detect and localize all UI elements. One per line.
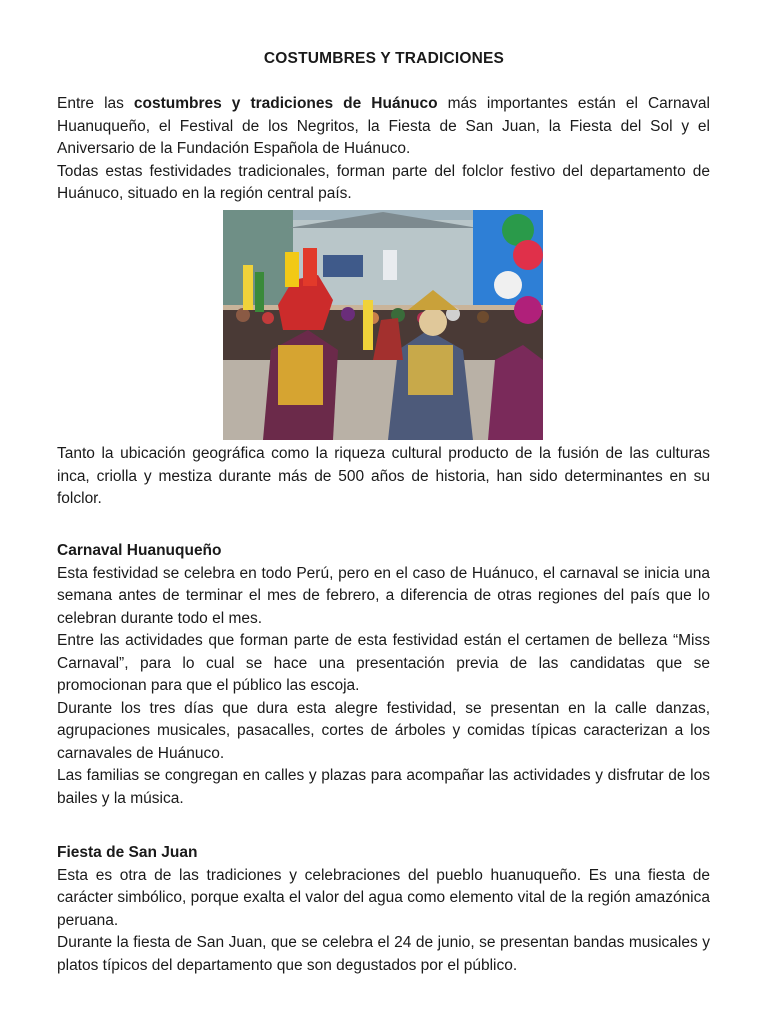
document-title: COSTUMBRES Y TRADICIONES <box>263 50 505 67</box>
intro-text-start: Entre las <box>57 95 134 112</box>
carnaval-paragraph-2: Entre las actividades que forman parte de esta festividad están el certamen de belleza “Miss Carnaval”, para lo cual se hace una presentación previa de las candidatas que se promocionan para que el público las escoja. <box>57 632 710 694</box>
intro-paragraph-1 <box>57 93 710 161</box>
carnaval-paragraph-3: Durante los tres días que dura esta alegre festividad, se presentan en la calle danzas, agrupaciones musicales, pasacalles, cortes de árboles y comidas típicas caracterizan a los carnavales de Huánuco. <box>57 699 710 762</box>
san-juan-paragraph-2: Durante la fiesta de San Juan, que se celebra el 24 de junio, se presentan bandas musicales y platos típicos del departamento que son degustados por el público. <box>57 934 710 974</box>
san-juan-paragraph-1: Esta es otra de las tradiciones y celebraciones del pueblo huanuqueño. Es una fiesta de carácter simbólico, porque exalta el valor del agua como elemento vital de la región amazónica peruana. <box>57 866 710 929</box>
section-heading-carnaval: Carnaval Huanuqueño <box>57 542 222 559</box>
after-image-block <box>57 443 710 511</box>
after-image-paragraph: Tanto la ubicación geográfica como la riqueza cultural producto de la fusión de las culturas inca, criolla y mestiza durante más de 500 años de historia, han sido determinantes en su folclor. <box>57 445 710 507</box>
intro-block <box>57 93 710 206</box>
festival-photo <box>223 210 543 440</box>
carnaval-paragraph-1: Esta festividad se celebra en todo Perú, pero en el caso de Huánuco, el carnaval se inicia una semana antes de terminar el mes de febrero, a diferencia de otras regiones del país que lo celebran durante todo el mes. <box>57 564 710 627</box>
festival-photo-illustration <box>223 210 543 440</box>
carnaval-paragraph-4: Las familias se congregan en calles y plazas para acompañar las actividades y disfrutar de los bailes y la música. <box>57 767 710 807</box>
intro-bold-phrase: costumbres y tradiciones de Huánuco <box>133 95 438 112</box>
section-san-juan <box>57 842 710 977</box>
section-carnaval <box>57 540 710 810</box>
intro-text-end: más importantes están el Carnaval Huanuqueño, el Festival de los Negritos, la Fiesta de San Juan, la Fiesta del Sol y el Aniversario de la Fundación Española de Huánuco. <box>57 95 710 157</box>
intro-paragraph-2: Todas estas festividades tradicionales, forman parte del folclor festivo del departamento de Huánuco, situado en la región central país. <box>57 162 710 202</box>
section-heading-san-juan: Fiesta de San Juan <box>57 844 198 861</box>
